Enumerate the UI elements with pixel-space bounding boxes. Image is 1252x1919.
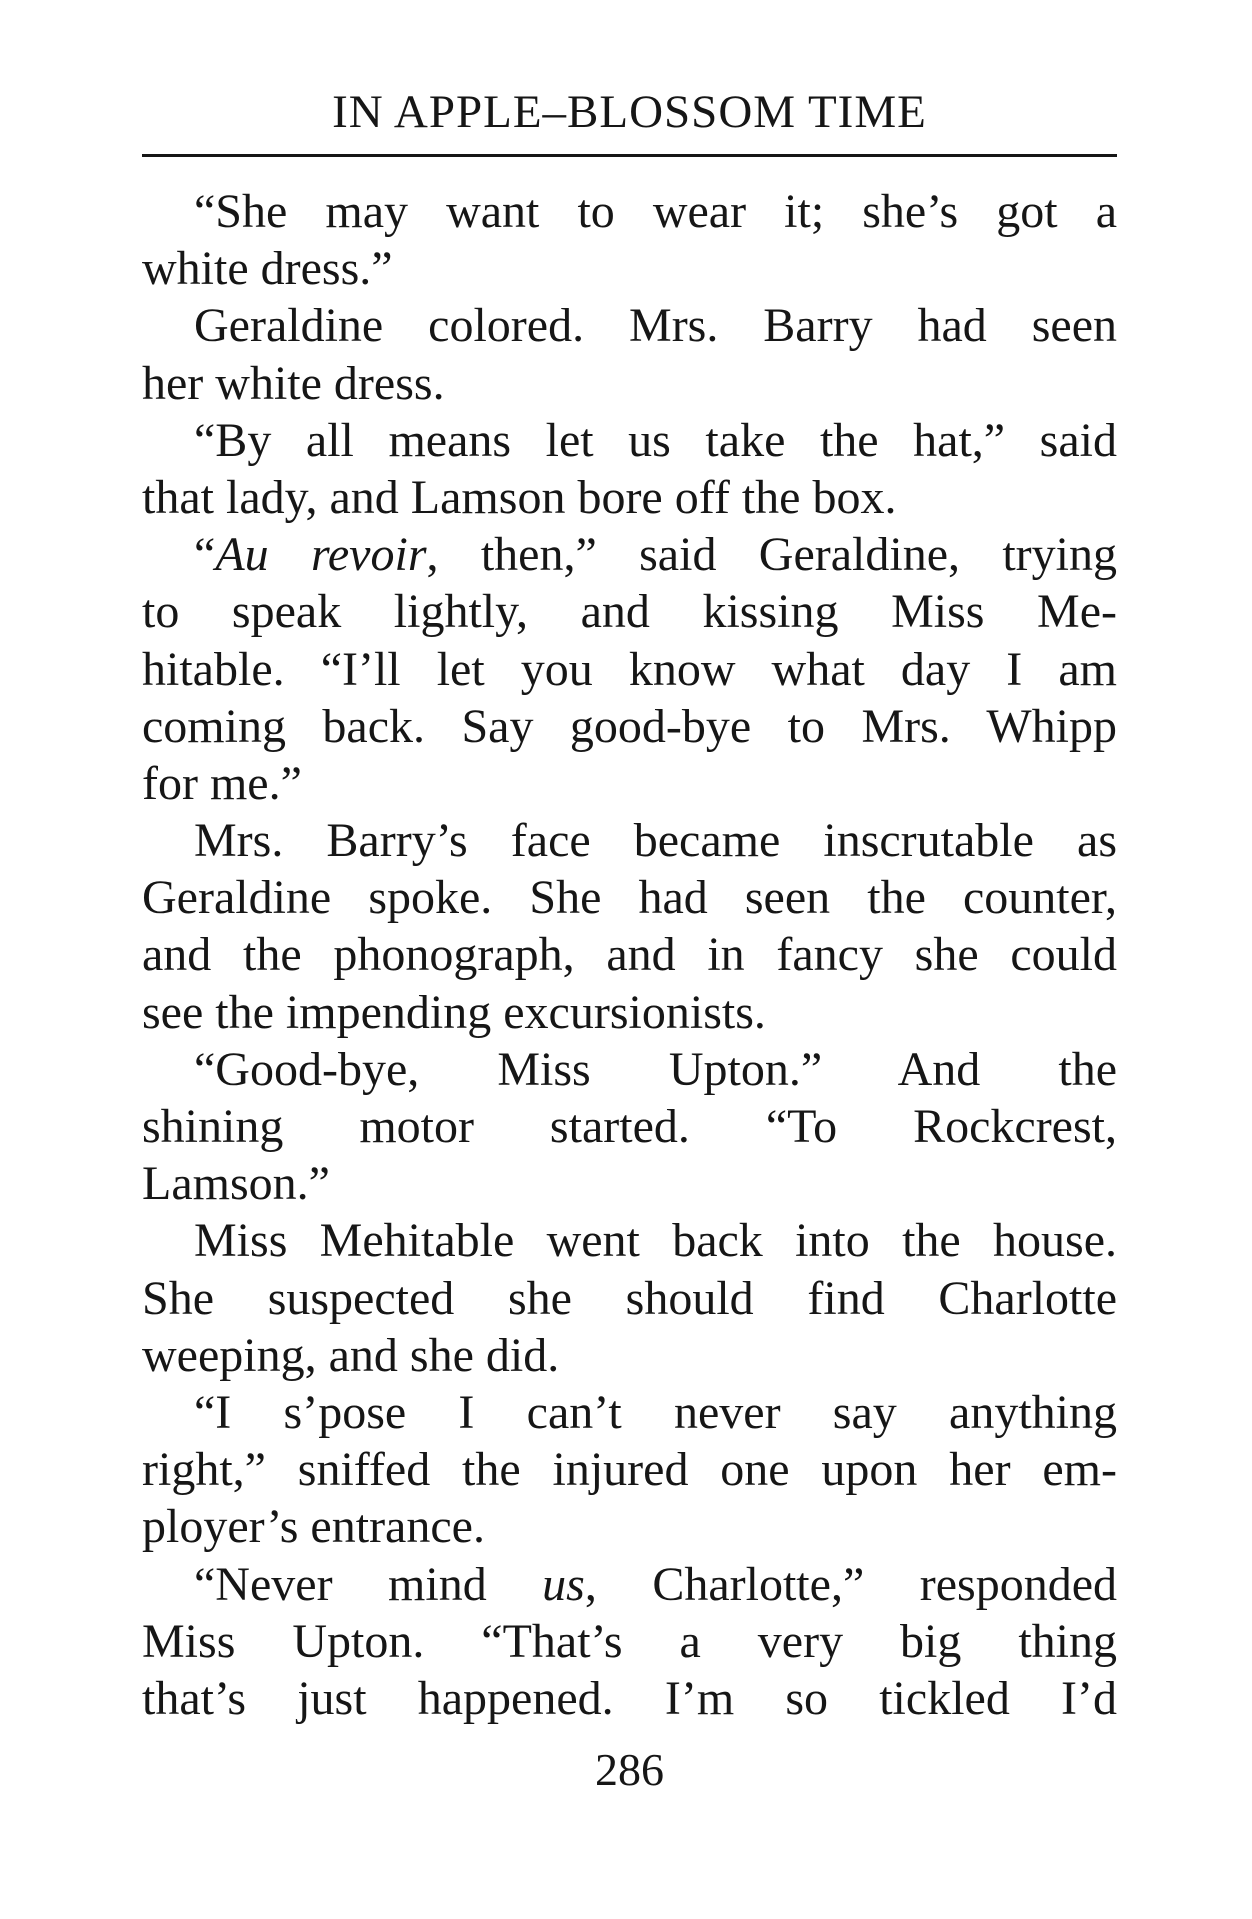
text-line	[142, 1212, 1117, 1269]
running-head: IN APPLE–BLOSSOM TIME	[332, 86, 927, 138]
text-line	[142, 926, 1117, 983]
text-line-content: Lamson.”	[142, 1157, 330, 1211]
text-line-content: Geraldine colored. Mrs. Barry had seen	[194, 299, 1117, 353]
text-line-content: Mrs. Barry’s face became inscrutable as	[194, 814, 1117, 868]
text-line-content: “By all means let us take the hat,” said	[194, 413, 1117, 467]
text-line-prefix: “Never mind	[194, 1557, 543, 1611]
text-line	[142, 412, 1117, 469]
text-line	[142, 1098, 1117, 1155]
text-line-content: weeping, and she did.	[142, 1328, 560, 1382]
text-line	[142, 755, 1117, 812]
text-line	[142, 183, 1117, 240]
text-line-content: Miss Upton. “That’s a very big thing	[142, 1614, 1117, 1668]
text-line	[142, 1613, 1117, 1670]
text-line-prefix: “	[194, 528, 216, 582]
text-line-content: Miss Mehitable went back into the house.	[194, 1214, 1117, 1268]
text-line-content: to speak lightly, and kissing Miss Me-	[142, 585, 1117, 639]
text-line-content: and the phonograph, and in fancy she could	[142, 928, 1117, 982]
text-line	[142, 297, 1117, 354]
text-line-content: , then,” said Geraldine, trying	[426, 528, 1117, 582]
text-line	[142, 641, 1117, 698]
text-line	[142, 812, 1117, 869]
text-line	[142, 1498, 1117, 1555]
text-line	[142, 583, 1117, 640]
text-line-content: her white dress.	[142, 356, 445, 410]
text-line	[142, 698, 1117, 755]
text-line-content: , Charlotte,” responded	[584, 1557, 1117, 1611]
text-line-content: see the impending excursionists.	[142, 985, 766, 1039]
body-text	[142, 183, 1117, 1727]
text-line-content: “I s’pose I can’t never say anything	[194, 1385, 1117, 1439]
page-number: 286	[595, 1744, 664, 1795]
text-line	[142, 984, 1117, 1041]
text-line-content: white dress.”	[142, 242, 393, 296]
text-line-content: “Good-bye, Miss Upton.” And the	[194, 1042, 1117, 1096]
text-line-content: ployer’s entrance.	[142, 1500, 485, 1554]
text-line-content: right,” sniffed the injured one upon her em-	[142, 1443, 1117, 1497]
text-line	[142, 240, 1117, 297]
text-line	[142, 1384, 1117, 1441]
text-line	[142, 469, 1117, 526]
text-line-content: shining motor started. “To Rockcrest,	[142, 1100, 1117, 1153]
text-line-content: “She may want to wear it; she’s got a	[194, 185, 1117, 238]
text-line	[142, 526, 1117, 583]
text-line	[142, 1556, 1117, 1613]
text-line-content: Geraldine spoke. She had seen the counter,	[142, 871, 1117, 925]
italic-phrase: us	[542, 1557, 585, 1611]
header-rule	[142, 154, 1117, 157]
text-line	[142, 1155, 1117, 1212]
text-line	[142, 1327, 1117, 1384]
text-line-content: She suspected she should find Charlotte	[142, 1271, 1117, 1325]
text-line-content: hitable. “I’ll let you know what day I am	[142, 642, 1117, 696]
text-line	[142, 1270, 1117, 1327]
text-line	[142, 1670, 1117, 1727]
text-line	[142, 869, 1117, 926]
text-line-content: that’s just happened. I’m so tickled I’d	[142, 1671, 1117, 1725]
italic-phrase: Au revoir	[215, 528, 427, 582]
text-line-content: that lady, and Lamson bore off the box.	[142, 470, 897, 524]
text-line-content: for me.”	[142, 756, 302, 810]
text-line-content: coming back. Say good-bye to Mrs. Whipp	[142, 699, 1117, 753]
text-line	[142, 1441, 1117, 1498]
text-line	[142, 355, 1117, 412]
text-line	[142, 1041, 1117, 1098]
